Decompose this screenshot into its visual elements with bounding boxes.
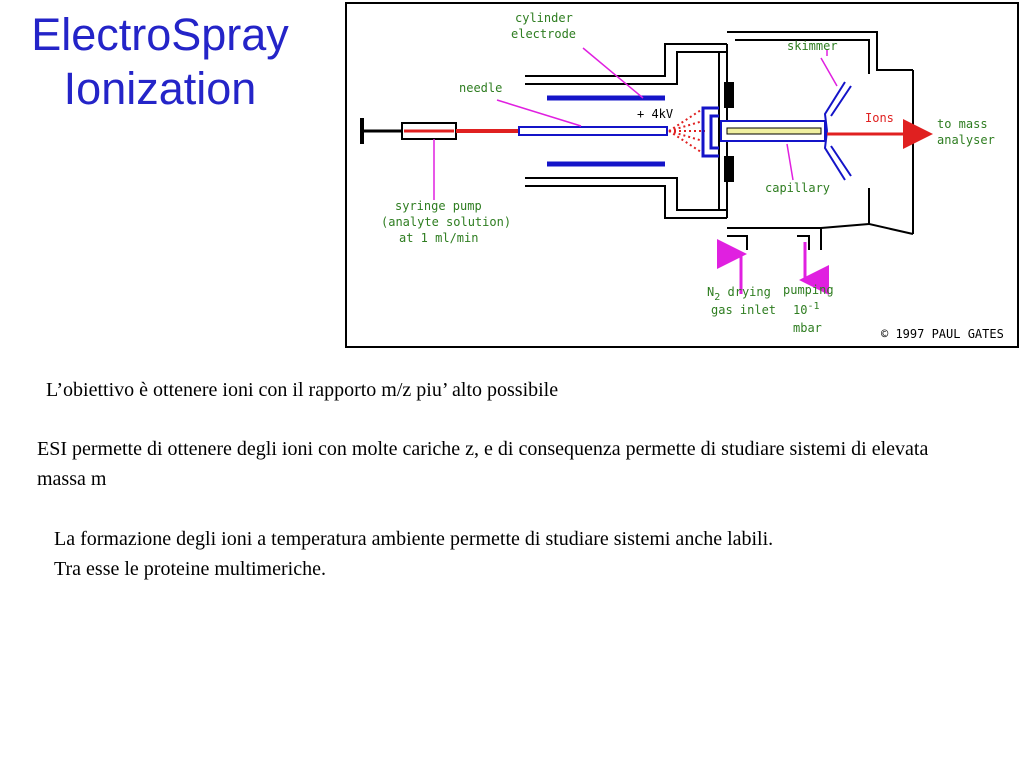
title-line-2: Ionization bbox=[63, 63, 257, 114]
label-cylinder: cylinder bbox=[515, 11, 573, 25]
paragraph-ion-formation bbox=[54, 524, 954, 584]
label-to-mass: to mass bbox=[937, 117, 988, 131]
paragraph-labile-systems: La formazione degli ioni a temperatura ambiente permette di studiare sistemi anche labili. bbox=[54, 528, 774, 550]
capillary-holder bbox=[703, 108, 719, 156]
esi-diagram bbox=[345, 2, 1019, 348]
label-pumping: pumping bbox=[783, 283, 834, 297]
label-capillary: capillary bbox=[765, 181, 831, 195]
label-analyser: analyser bbox=[937, 133, 995, 147]
label-n2-drying: $N_2$ drying bbox=[707, 285, 771, 303]
spray-plume bbox=[669, 110, 705, 152]
label-analyte-solution: (analyte solution) bbox=[381, 215, 512, 229]
title-line-1: ElectroSpray bbox=[31, 9, 289, 60]
needle-tube bbox=[519, 127, 667, 135]
insulator-top bbox=[724, 82, 734, 108]
esi-diagram-svg bbox=[347, 4, 1017, 346]
insulator-bottom bbox=[724, 156, 734, 182]
label-syringe-pump: syringe pump bbox=[395, 199, 482, 213]
capillary bbox=[721, 121, 825, 141]
label-pressure: $10^{-1}$ bbox=[793, 301, 820, 317]
label-flow-rate: at 1 ml/min bbox=[399, 231, 479, 245]
skimmer-cone bbox=[825, 82, 851, 180]
label-voltage: + 4kV bbox=[637, 107, 674, 121]
label-skimmer: skimmer bbox=[787, 39, 838, 53]
syringe-plunger bbox=[362, 118, 456, 144]
copyright-label: © 1997 PAUL GATES bbox=[881, 327, 1004, 341]
paragraph-esi-charges: ESI permette di ottenere degli ioni con molte cariche z, e di consequenza permette di studiare sistemi di elevata massa m bbox=[37, 438, 929, 490]
paragraph-multimeric-proteins: Tra esse le proteine multimeriche. bbox=[54, 558, 326, 580]
label-needle: needle bbox=[459, 81, 503, 95]
label-electrode: electrode bbox=[511, 27, 577, 41]
label-mbar: mbar bbox=[793, 321, 822, 335]
slide-title bbox=[0, 8, 320, 116]
label-ions: Ions bbox=[865, 111, 894, 125]
label-gas-inlet: gas inlet bbox=[711, 303, 777, 317]
paragraph-objective: L’obiettivo è ottenere ioni con il rapporto m/z piu’ alto possibile bbox=[46, 379, 559, 401]
